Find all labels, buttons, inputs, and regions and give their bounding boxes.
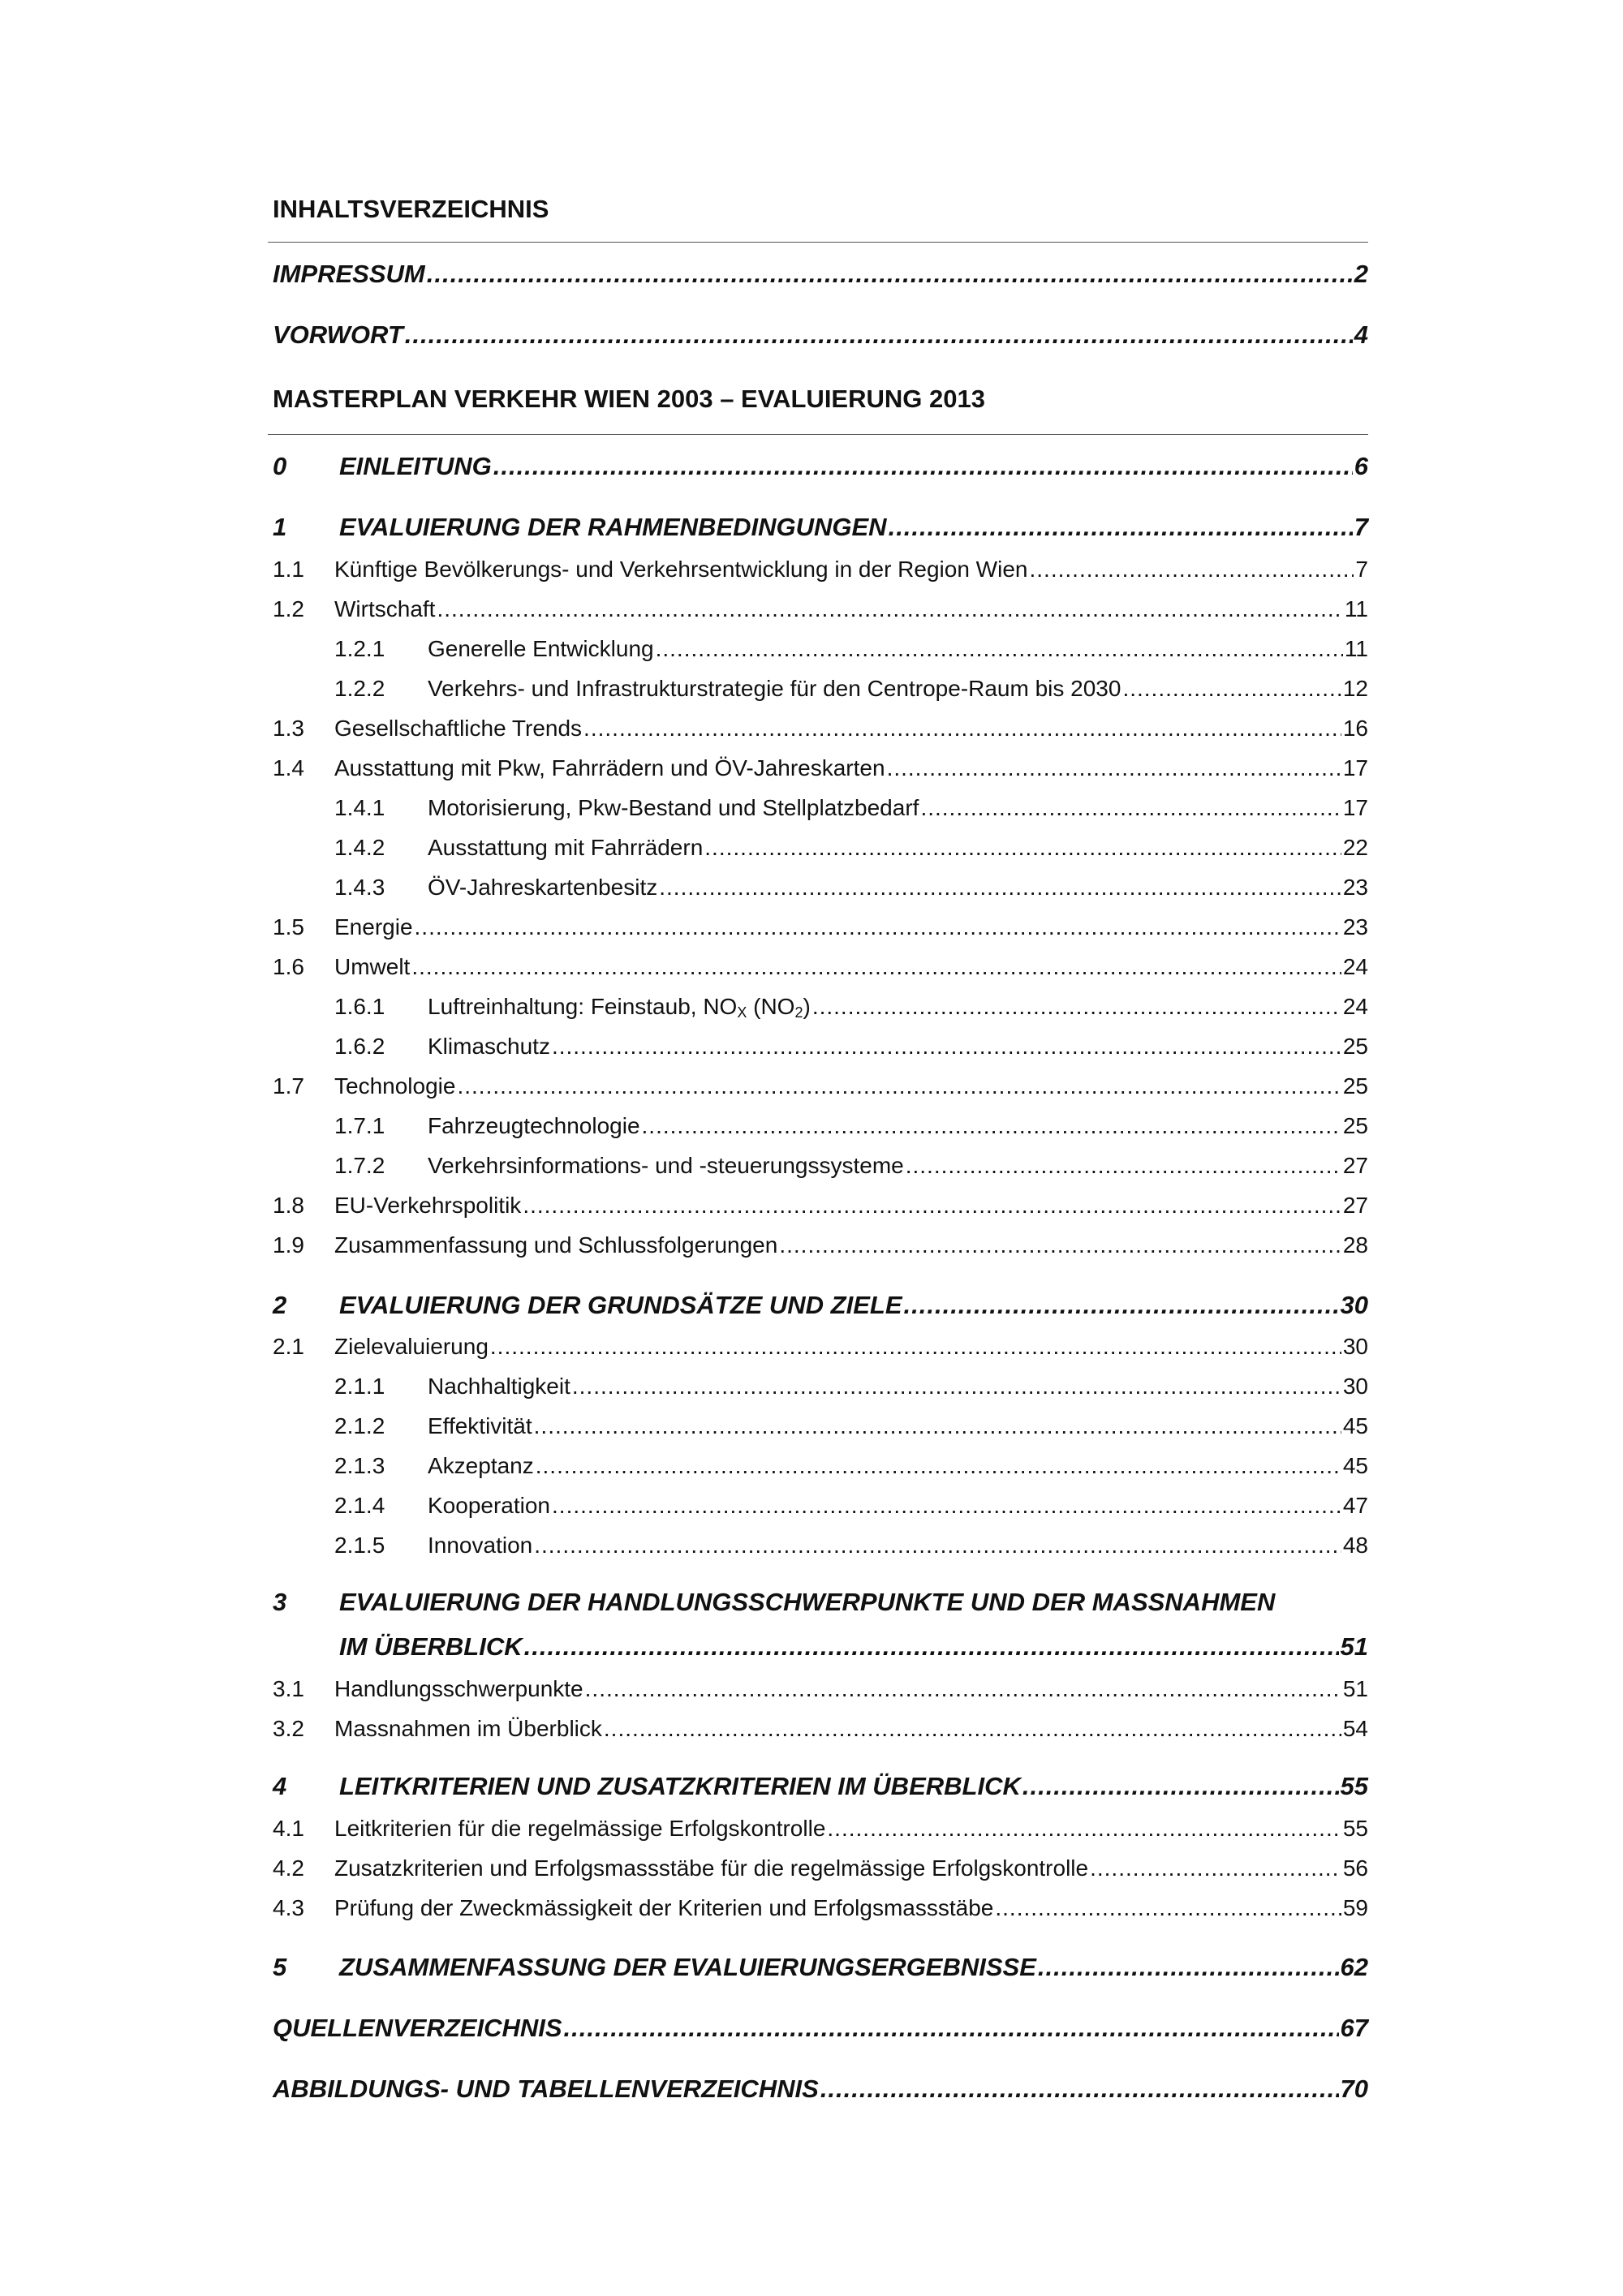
- toc-entry-page: 23: [1342, 875, 1368, 900]
- toc-entry-page: 25: [1342, 1113, 1368, 1138]
- toc-entry-number: 2.1.5: [334, 1533, 385, 1558]
- toc-entry-number: 1.2: [273, 596, 304, 621]
- toc-entry-title: Technologie: [334, 1073, 456, 1099]
- leader-dots: [493, 450, 1353, 483]
- toc-entry-number: 1.7.1: [334, 1113, 385, 1138]
- toc-entry-1-5[interactable]: [273, 913, 1368, 942]
- toc-entry-1-4-1[interactable]: [273, 793, 1368, 823]
- toc-entry-title: Innovation: [428, 1533, 533, 1558]
- toc-entry-number: 1.9: [273, 1232, 304, 1258]
- toc-entry-page: 7: [1355, 557, 1368, 582]
- toc-entry-title: Wirtschaft: [334, 596, 436, 621]
- leader-dots: [552, 1491, 1341, 1520]
- leader-dots: [1022, 1770, 1339, 1803]
- toc-entry-page: 11: [1344, 636, 1368, 661]
- leader-dots: [427, 258, 1353, 290]
- toc-entry-1-7-1[interactable]: [273, 1111, 1368, 1141]
- toc-entry-page: 17: [1342, 795, 1368, 820]
- toc-chapter-4[interactable]: [273, 1770, 1368, 1803]
- toc-entry-number: 1.7.2: [334, 1153, 385, 1178]
- toc-entry-page: 22: [1342, 835, 1368, 860]
- toc-chapter-1[interactable]: [273, 511, 1368, 544]
- toc-entry-title: IMPRESSUM: [273, 260, 425, 288]
- toc-entry-title: Effektivität: [428, 1413, 532, 1438]
- toc-entry-1-2[interactable]: [273, 595, 1368, 624]
- leader-dots: [534, 1531, 1341, 1560]
- leader-dots: [704, 833, 1341, 862]
- toc-entry-title: Zusatzkriterien und Erfolgsmassstäbe für die regelmässige Erfolgskontrolle: [334, 1855, 1089, 1881]
- toc-entry-1-6-2[interactable]: [273, 1032, 1368, 1061]
- toc-entry-title: Kooperation: [428, 1493, 551, 1518]
- toc-entry-title: EINLEITUNG: [339, 452, 492, 480]
- toc-entry-title: Verkehrsinformations- und -steuerungssysteme: [428, 1153, 904, 1178]
- toc-entry-2-1-2[interactable]: [273, 1412, 1368, 1441]
- leader-dots: [920, 793, 1341, 823]
- leader-dots: [904, 1289, 1339, 1322]
- toc-entry-1-6-1[interactable]: [273, 992, 1368, 1021]
- toc-entry-title: EVALUIERUNG DER HANDLUNGSSCHWERPUNKTE UND DER MASSNAHMEN: [339, 1588, 1276, 1616]
- toc-entry-page: 59: [1342, 1895, 1368, 1920]
- toc-entry-4-2[interactable]: [273, 1854, 1368, 1883]
- toc-entry-page: 17: [1342, 755, 1368, 780]
- divider: [268, 242, 1368, 243]
- toc-entry-page: 62: [1340, 1953, 1368, 1981]
- toc-entry-number: 1.2.1: [334, 636, 385, 661]
- toc-entry-title: Prüfung der Zweckmässigkeit der Kriterien und Erfolgsmassstäbe: [334, 1895, 994, 1920]
- toc-entry-number: 1.6.1: [334, 994, 385, 1019]
- toc-entry-page: 51: [1342, 1676, 1368, 1701]
- toc-entry-page: 27: [1342, 1153, 1368, 1178]
- main-title: MASTERPLAN VERKEHR WIEN 2003 – EVALUIERUNG 2013: [273, 385, 985, 413]
- toc-entry-2-1-3[interactable]: [273, 1451, 1368, 1481]
- toc-entry-number: 1.8: [273, 1193, 304, 1218]
- toc-entry-page: 45: [1342, 1413, 1368, 1438]
- toc-entry-page: 47: [1342, 1493, 1368, 1518]
- toc-entry-number: 2.1.1: [334, 1374, 385, 1399]
- toc-entry-number: 1.2.2: [334, 676, 385, 701]
- toc-entry-2-1-1[interactable]: [273, 1372, 1368, 1401]
- toc-entry-title: Ausstattung mit Pkw, Fahrrädern und ÖV-Jahreskarten: [334, 755, 885, 780]
- toc-entry-number: 2: [273, 1291, 287, 1319]
- toc-entry-3-1[interactable]: [273, 1675, 1368, 1704]
- toc-entry-number: 4: [273, 1772, 287, 1800]
- leader-dots: [437, 595, 1342, 624]
- leader-dots: [779, 1231, 1341, 1260]
- leader-dots: [659, 873, 1341, 902]
- leader-dots: [536, 1451, 1341, 1481]
- toc-entry-title: Zielevaluierung: [334, 1334, 489, 1359]
- toc-entry-number: 2.1: [273, 1334, 304, 1359]
- toc-entry-title: Akzeptanz: [428, 1453, 534, 1478]
- toc-entry-title: Generelle Entwicklung: [428, 636, 654, 661]
- leader-dots: [415, 913, 1341, 942]
- leader-dots: [827, 1814, 1341, 1843]
- leader-dots: [812, 992, 1341, 1021]
- leader-dots: [889, 511, 1353, 544]
- leader-dots: [906, 1151, 1341, 1180]
- toc-entry-page: 51: [1340, 1632, 1368, 1661]
- toc-entry-page: 12: [1342, 676, 1368, 701]
- toc-entry-title: Klimaschutz: [428, 1034, 550, 1059]
- toc-entry-vorwort[interactable]: [273, 319, 1368, 351]
- toc-entry-title: EVALUIERUNG DER RAHMENBEDINGUNGEN: [339, 513, 887, 541]
- divider: [268, 434, 1368, 435]
- toc-entry-page: 24: [1342, 994, 1368, 1019]
- toc-entry-page: 48: [1342, 1533, 1368, 1558]
- toc-entry-number: 5: [273, 1953, 287, 1981]
- toc-entry-title: Künftige Bevölkerungs- und Verkehrsentwicklung in der Region Wien: [334, 557, 1028, 582]
- toc-entry-number: 4.3: [273, 1895, 304, 1920]
- toc-entry-title-part: Luftreinhaltung: Feinstaub, NO: [428, 994, 738, 1019]
- leader-dots: [995, 1894, 1341, 1923]
- leader-dots: [523, 1191, 1341, 1220]
- toc-chapter-5[interactable]: [273, 1951, 1368, 1984]
- toc-entry-title: EU-Verkehrspolitik: [334, 1193, 522, 1218]
- toc-entry-title: Zusammenfassung und Schlussfolgerungen: [334, 1232, 778, 1258]
- toc-entry-number: 2.1.3: [334, 1453, 385, 1478]
- subscript: X: [737, 1004, 747, 1021]
- toc-entry-page: 24: [1342, 954, 1368, 979]
- toc-entry-2-1-5[interactable]: [273, 1531, 1368, 1560]
- toc-entry-number: 3: [273, 1588, 287, 1616]
- toc-entry-page: 30: [1342, 1334, 1368, 1359]
- toc-entry-page: 56: [1342, 1855, 1368, 1881]
- leader-dots: [534, 1412, 1341, 1441]
- toc-entry-title: Gesellschaftliche Trends: [334, 716, 583, 741]
- toc-entry-title: Umwelt: [334, 954, 411, 979]
- toc-entry-number: 1.7: [273, 1073, 304, 1099]
- leader-dots: [1090, 1854, 1341, 1883]
- toc-entry-title: ZUSAMMENFASSUNG DER EVALUIERUNGSERGEBNISSE: [339, 1953, 1036, 1981]
- toc-entry-impressum[interactable]: [273, 258, 1368, 290]
- toc-entry-1-4[interactable]: [273, 754, 1368, 783]
- toc-entry-title: Energie: [334, 914, 413, 939]
- toc-entry-3-2[interactable]: [273, 1714, 1368, 1743]
- leader-dots: [887, 754, 1341, 783]
- toc-entry-title: VORWORT: [273, 320, 403, 349]
- leader-dots: [642, 1111, 1341, 1141]
- subscript: 2: [794, 1004, 803, 1021]
- toc-entry-page: 27: [1342, 1193, 1368, 1218]
- toc-entry-title: Motorisierung, Pkw-Bestand und Stellplatzbedarf: [428, 795, 919, 820]
- toc-entry-quellenverzeichnis[interactable]: [273, 2012, 1368, 2044]
- toc-entry-title: Verkehrs- und Infrastrukturstrategie für den Centrope-Raum bis 2030: [428, 676, 1121, 701]
- toc-entry-title-part: (NO: [747, 994, 795, 1019]
- toc-entry-title: Massnahmen im Überblick: [334, 1716, 602, 1741]
- leader-dots: [457, 1072, 1341, 1101]
- toc-entry-1-8[interactable]: [273, 1191, 1368, 1220]
- leader-dots: [490, 1332, 1341, 1361]
- toc-entry-number: 1.4.1: [334, 795, 385, 820]
- toc-entry-number: 1.1: [273, 557, 304, 582]
- toc-entry-title: Ausstattung mit Fahrrädern: [428, 835, 704, 860]
- toc-entry-number: 1.6: [273, 954, 304, 979]
- toc-chapter-2[interactable]: [273, 1289, 1368, 1322]
- leader-dots: [1122, 674, 1341, 703]
- toc-entry-number: 1: [273, 513, 287, 541]
- toc-entry-abbildungsverzeichnis[interactable]: [273, 2073, 1368, 2105]
- leader-dots: [405, 319, 1353, 351]
- leader-dots: [604, 1714, 1341, 1743]
- toc-entry-number: 3.2: [273, 1716, 304, 1741]
- toc-entry-title: QUELLENVERZEICHNIS: [273, 2014, 562, 2042]
- toc-entry-title: IM ÜBERBLICK: [339, 1632, 523, 1661]
- toc-entry-page: 55: [1342, 1816, 1368, 1841]
- leader-dots: [1038, 1951, 1339, 1984]
- toc-entry-1-7-2[interactable]: [273, 1151, 1368, 1180]
- toc-entry-2-1[interactable]: [273, 1332, 1368, 1361]
- toc-entry-4-1[interactable]: [273, 1814, 1368, 1843]
- toc-entry-number: 2.1.2: [334, 1413, 385, 1438]
- leader-dots: [524, 1631, 1339, 1663]
- leader-dots: [583, 714, 1341, 743]
- toc-entry-title: EVALUIERUNG DER GRUNDSÄTZE UND ZIELE: [339, 1291, 902, 1319]
- toc-entry-page: 25: [1342, 1073, 1368, 1099]
- toc-entry-page: 54: [1342, 1716, 1368, 1741]
- toc-entry-page: 25: [1342, 1034, 1368, 1059]
- toc-entry-title: LEITKRITERIEN UND ZUSATZKRITERIEN IM ÜBERBLICK: [339, 1772, 1021, 1800]
- toc-chapter-0[interactable]: [273, 450, 1368, 483]
- leader-dots: [572, 1372, 1341, 1401]
- toc-entry-page: 16: [1342, 716, 1368, 741]
- toc-entry-number: 1.6.2: [334, 1034, 385, 1059]
- toc-entry-number: 1.5: [273, 914, 304, 939]
- toc-entry-title: Nachhaltigkeit: [428, 1374, 570, 1399]
- toc-entry-page: 45: [1342, 1453, 1368, 1478]
- toc-entry-1-7[interactable]: [273, 1072, 1368, 1101]
- toc-entry-page: 28: [1342, 1232, 1368, 1258]
- toc-entry-number: 4.2: [273, 1855, 304, 1881]
- toc-page: [273, 0, 1368, 2296]
- toc-entry-number: 1.4: [273, 755, 304, 780]
- toc-entry-title: ÖV-Jahreskartenbesitz: [428, 875, 658, 900]
- toc-entry-number: 0: [273, 452, 287, 480]
- toc-entry-page: 23: [1342, 914, 1368, 939]
- toc-entry-page: 6: [1354, 452, 1368, 480]
- toc-entry-1-9[interactable]: [273, 1231, 1368, 1260]
- leader-dots: [564, 2012, 1339, 2044]
- leader-dots: [820, 2073, 1339, 2105]
- toc-entry-1-1[interactable]: [273, 555, 1368, 584]
- toc-entry-page: 55: [1340, 1772, 1368, 1800]
- toc-entry-title: Fahrzeugtechnologie: [428, 1113, 640, 1138]
- toc-entry-page: 4: [1354, 320, 1368, 349]
- toc-entry-number: 3.1: [273, 1676, 304, 1701]
- toc-entry-4-3[interactable]: [273, 1894, 1368, 1923]
- toc-chapter-3-line1[interactable]: [273, 1586, 1275, 1619]
- toc-entry-page: 11: [1344, 596, 1368, 621]
- toc-entry-number: 1.4.3: [334, 875, 385, 900]
- toc-entry-title: [428, 992, 811, 1021]
- leader-dots: [585, 1675, 1341, 1704]
- toc-entry-number: 4.1: [273, 1816, 304, 1841]
- leader-dots: [411, 952, 1341, 982]
- toc-entry-2-1-4[interactable]: [273, 1491, 1368, 1520]
- toc-entry-number: 2.1.4: [334, 1493, 385, 1518]
- toc-entry-1-3[interactable]: [273, 714, 1368, 743]
- toc-entry-page: 2: [1354, 260, 1368, 288]
- toc-entry-title: ABBILDUNGS- UND TABELLENVERZEICHNIS: [273, 2075, 819, 2103]
- toc-chapter-3-line2[interactable]: [339, 1631, 1368, 1663]
- toc-entry-number: 1.3: [273, 716, 304, 741]
- toc-entry-page: 30: [1340, 1291, 1368, 1319]
- toc-entry-page: 7: [1354, 513, 1368, 541]
- toc-entry-title: Handlungsschwerpunkte: [334, 1676, 583, 1701]
- toc-entry-title-part: ): [803, 994, 811, 1019]
- toc-entry-1-2-1[interactable]: [273, 634, 1368, 664]
- toc-title: INHALTSVERZEICHNIS: [273, 195, 549, 223]
- toc-entry-number: 1.4.2: [334, 835, 385, 860]
- leader-dots: [1029, 555, 1354, 584]
- toc-entry-1-2-2[interactable]: [273, 674, 1368, 703]
- toc-entry-page: 70: [1340, 2075, 1368, 2103]
- leader-dots: [552, 1032, 1341, 1061]
- toc-entry-1-6[interactable]: [273, 952, 1368, 982]
- toc-entry-1-4-2[interactable]: [273, 833, 1368, 862]
- toc-entry-title: Leitkriterien für die regelmässige Erfolgskontrolle: [334, 1816, 826, 1841]
- toc-entry-1-4-3[interactable]: [273, 873, 1368, 902]
- toc-entry-page: 67: [1340, 2014, 1368, 2042]
- leader-dots: [656, 634, 1343, 664]
- toc-entry-page: 30: [1342, 1374, 1368, 1399]
